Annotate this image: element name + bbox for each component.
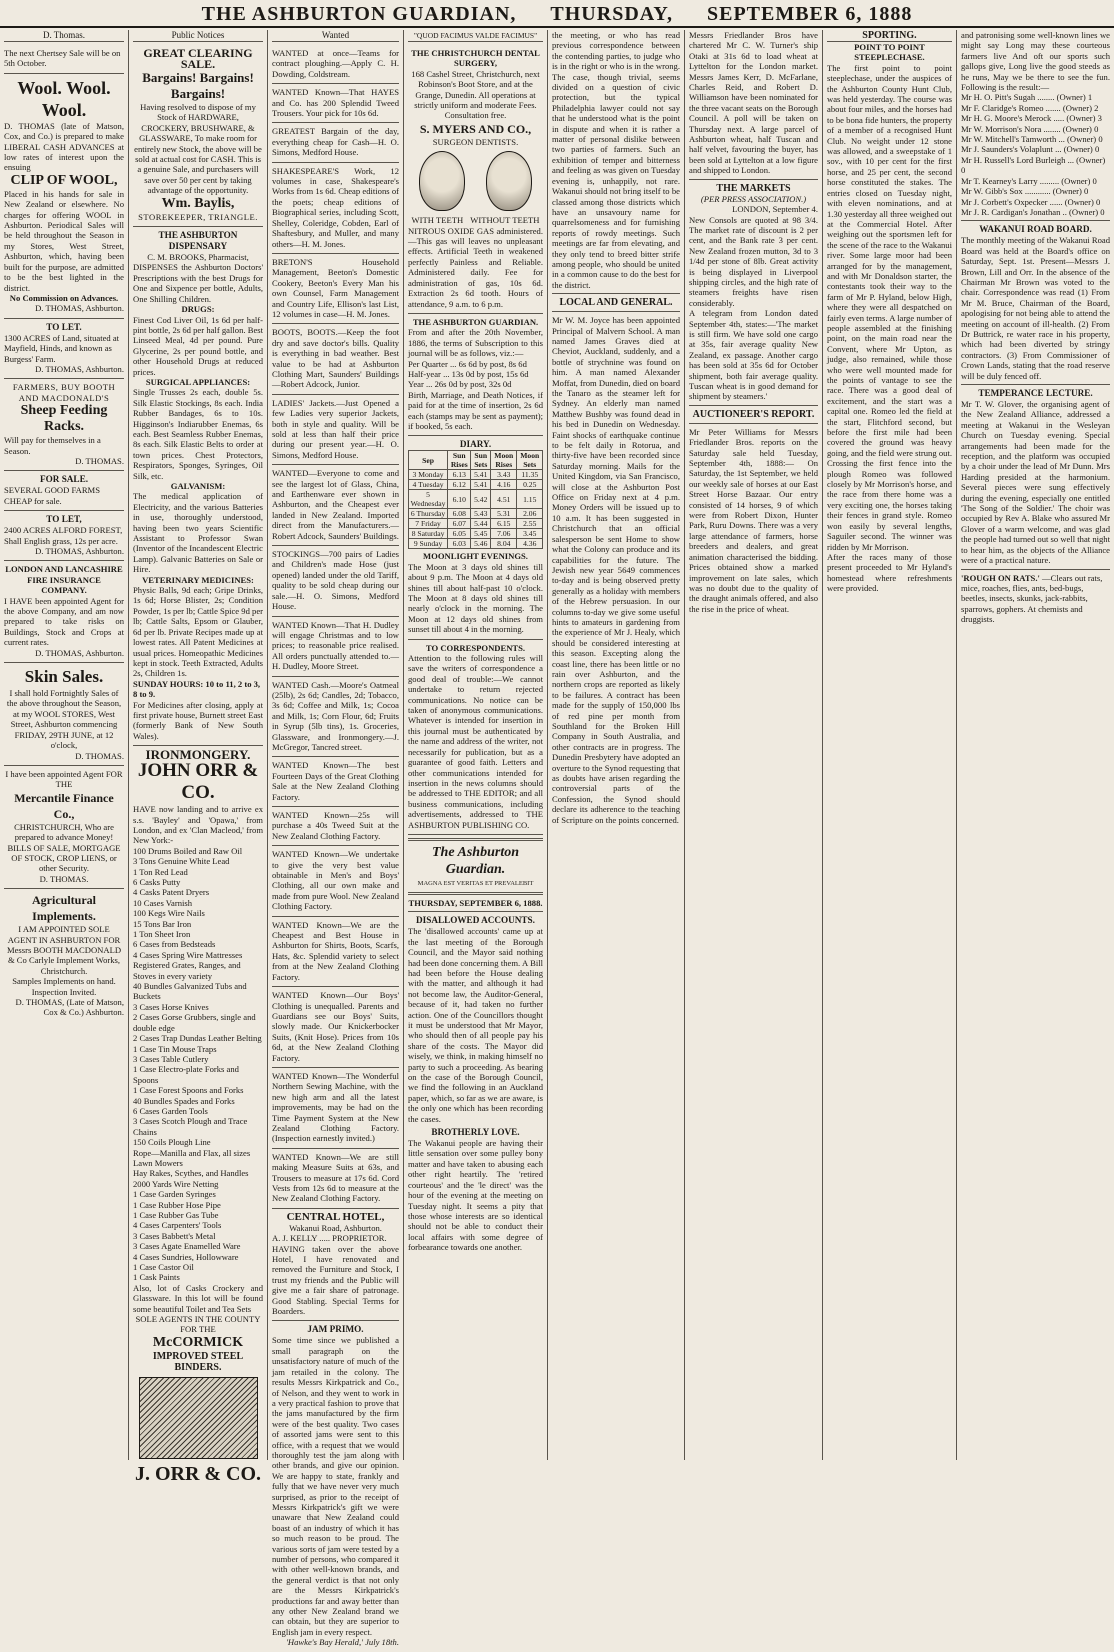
article-jam: [272, 1321, 399, 1651]
ad-ironmongery: [133, 746, 263, 1489]
ad-text: SOLE AGENTS IN THE COUNTY FOR THE: [135, 1314, 261, 1335]
race-result: Mr F. Claridge's Romeo ....... (Owner) 2: [961, 102, 1099, 113]
wanted-ad: WANTED—Everyone to come and see the largest lot of Glass, China, and Earthenware ever shown in Ashburton, and the Cheapest ever landed in New Zealand. Imported direct from the Manufacturers.—Robert Adcock, Saunders' Buildings.: [272, 465, 399, 546]
race-result: Mr J. R. Cardigan's Jonathan .. (Owner) 0: [961, 206, 1105, 217]
ad-signature: D. THOMAS.: [39, 873, 89, 884]
stock-item: 3 Cases Agate Enamelled Ware: [133, 1241, 241, 1252]
ad-rough-on-rats: [961, 573, 1110, 625]
ad-title: CENTRAL HOTEL,: [286, 1210, 385, 1223]
diary-cell: 6.15: [491, 519, 517, 529]
stock-item: 1 Case Rubber Hose Pipe: [133, 1199, 221, 1210]
column-5: [548, 30, 685, 1460]
race-result: Mr W. Mitchell's Tamworth ... (Owner) 0: [961, 134, 1103, 145]
stock-item: 1 Case Tin Mouse Traps: [133, 1043, 217, 1054]
ad-text: I HAVE been appointed Agent for the above Company, and am now prepared to take risks on Buildings, Stock and Crops at current rates.: [4, 595, 124, 648]
race-result: Mr H. Russell's Lord Burleigh ... (Owner) 0: [961, 154, 1106, 176]
ad-text: FARMERS, BUY BOOTH AND MACDONALD'S: [12, 382, 116, 403]
ad-title: LONDON AND LANCASHIRE FIRE INSURANCE COMPANY.: [5, 564, 123, 596]
ad-subtitle: C. M. BROOKS, Pharmacist,: [147, 252, 249, 263]
wanted-ad: STOCKINGS—700 pairs of Ladies and Children's made Hose (just opened) landed under the old Tariff, quality to be sold cheap during our sale.—H. O. Simons, Medford House.: [272, 546, 399, 616]
diary-header-row: [409, 451, 543, 470]
diary-cell: 7 Friday: [409, 519, 448, 529]
ad-title: GREAT CLEARING SALE.: [143, 46, 253, 71]
terms-item: Per Quarter ... 6s 6d by post, 8s 6d: [408, 358, 527, 369]
column-2: [129, 30, 268, 1485]
terms-list: [408, 359, 543, 390]
ad-text: HAVING taken over the above Hotel, I have renovated and removed the Furniture and Stock, I trust my friends and the Public will give me a fair share of patronage. Good Stabling. Special Terms for Boarders.: [272, 1243, 399, 1317]
ad-sheep-racks: [4, 379, 124, 471]
diary-cell: 4.36: [517, 539, 543, 549]
column-7: [823, 30, 957, 1460]
stock-item: 4 Cases Spring Wire Mattresses: [133, 949, 243, 960]
stock-item: 1 Case Castor Oil: [133, 1262, 194, 1273]
section-label: SURGICAL APPLIANCES:: [145, 376, 251, 387]
race-result: Mr H. G. Moore's Merock ..... (Owner) 3: [961, 113, 1102, 124]
wanted-ad: BOOTS, BOOTS.—Keep the foot dry and save doctor's bills. Quality is everything in bad weather. Best value to be had at Ashburton Clothing Mart, Saunders' Buildings—Robert Adcock, Junior.: [272, 324, 399, 394]
ad-text: CHRISTCHURCH, Who are prepared to advance Money! BILLS OF SALE, MORTGAGE OF STOCK, CROP LIENS, or other Security.: [7, 821, 121, 874]
stock-item: 4 Cases Carpenters' Tools: [133, 1220, 222, 1231]
wanted-ad: WANTED Known—25s will purchase a 40s Tweed Suit at the New Zealand Clothing Factory.: [272, 807, 399, 846]
stock-item: 100 Kegs Wire Nails: [133, 908, 205, 919]
wanted-ad: WANTED at once—Teams for contract ploughing.—Apply C. H. Dowding, Coldstream.: [272, 45, 399, 84]
notice-title: THE ASHBURTON GUARDIAN.: [412, 316, 539, 327]
nameplate: The Ashburton Guardian.: [431, 844, 519, 877]
stock-item: 1 Cask Paints: [133, 1272, 180, 1283]
markets-place: LONDON, September 4.: [732, 204, 818, 215]
race-results: [961, 92, 1110, 217]
ad-signature: D. THOMAS, Ashburton.: [35, 546, 124, 556]
ad-title: Agricultural Implements.: [32, 893, 96, 924]
road-board-text: The monthly meeting of the Wakanui Road Board was held at the Board's office on Saturday, Sept. 1st. Present—Messrs J. Brown, Lill and Orr. In the absence of the Chairman Mr Brown was voted to the chair. Correspondence was read (1) From Mr M. Bruce, Chairman of the Board, apologising for not being able to attend the meeting on account of ill-health. (2) From Dr Buttrick, re water race in his property, which had been diverted by stringy contractors. (3) From Commissioner of Crown Lands, stating that the road reserve will be duly fenced off.: [961, 235, 1110, 381]
diary-row: [409, 519, 543, 529]
wanted-ads: [272, 45, 399, 1209]
ad-subtitle: IMPROVED STEEL BINDERS.: [152, 1350, 244, 1373]
diary-cell: 3 Monday: [409, 470, 448, 480]
ad-hours: SUNDAY HOURS: 10 to 11, 2 to 3, 8 to 9.: [133, 678, 261, 700]
sporting-subtitle: POINT TO POINT STEEPLECHASE.: [854, 42, 925, 63]
ad-signature: D. THOMAS, (Late of Matson, Cox & Co.) Ashburton.: [15, 997, 124, 1018]
diary-cell: 4.51: [491, 490, 517, 509]
brotherly-love-title: BROTHERLY LOVE.: [431, 1127, 520, 1138]
ad-text: D. THOMAS (late of Matson, Cox, and Co.) is prepared to make LIBERAL CASH ADVANCES at low rates of interest upon the ensuing: [4, 120, 124, 173]
notice-text: Birth, Marriage, and Death Notices, if paid for at the time of insertion, 2s 6d each (stamps may be sent as payment); if booked, 5s each.: [408, 389, 543, 431]
diary: [408, 436, 543, 639]
race-result: Mr W. Morrison's Nora ........ (Owner) 0: [961, 123, 1099, 134]
stock-item: 3 Cases Table Cutlery: [133, 1053, 209, 1064]
notice-text: From and after the 20th November, 1886, the terms of Subscription to this journal will be as follows, viz.:—: [408, 327, 543, 359]
stock-item: 15 Tons Bar Iron: [133, 918, 192, 929]
ad-text: HAVE now landing and to arrive ex s.s. 'Bayley' and 'Opawa,' from London, and ex 'Clan Macleod,' from New York:-: [133, 804, 263, 846]
subscription-notice: [408, 314, 543, 436]
ad-text: I have been appointed Agent FOR THE: [5, 768, 123, 790]
diary-cell: 6.13: [448, 470, 471, 480]
diary-cell: 11.35: [517, 470, 543, 480]
ad-title: IRONMONGERY.: [145, 747, 251, 763]
ad-agricultural: [4, 889, 124, 1022]
ad-title: Wool. Wool. Wool.: [17, 77, 111, 120]
diary-cell: 6.08: [448, 509, 471, 519]
ad-text: Physic Balls, 9d each; Gripe Drinks, 1s 6d; Horse Blister, 2s; Condition Powder, 1s per lb; Cattle Spice 9d per lb; Cattle Salts, Epsom or Glauber, 6d per lb. Private Recipes made up at lowest rates. All Patent Medicines at usual prices. Homeopathic Medicines kept in stock. Teeth Extracted, Adults 2s, Children 1s.: [133, 585, 263, 679]
ad-text: Will pay for themselves in a Season.: [4, 435, 101, 456]
race-result: Mr J. Corbett's Oxpecker ...... (Owner) 0: [961, 196, 1101, 207]
terms-item: Year ... 26s 0d by post, 32s 0d: [408, 379, 512, 390]
diary-cell: 3.43: [491, 470, 517, 480]
masthead-day: THURSDAY,: [550, 3, 673, 25]
stock-item: 40 Bundles Spades and Forks: [133, 1095, 235, 1106]
ad-text: 2400 ACRES ALFORD FOREST, Shall English grass, 12s per acre.: [4, 525, 123, 546]
ad-text: Also, lot of Casks Crockery and Glassware. In this lot will be found some beautiful Toilet and Tea Sets: [133, 1282, 263, 1314]
section-label: DRUGS:: [181, 304, 215, 315]
moon-text: The Moon at 3 days old shines till about 9 p.m. The Moon at 4 days old shines till about half-past 10 o'clock. The Moon at 8 days old shines till nearly o'clock in the morning. The Moon at 12 days old shines from sunset till about 4 in the morning.: [408, 561, 543, 635]
diary-row: [409, 480, 543, 490]
moon-title: MOONLIGHT EVENINGS.: [423, 551, 528, 562]
face-without-teeth-icon: [486, 151, 532, 211]
diary-cell: 6 Thursday: [409, 509, 448, 519]
section-label: GALVANISM:: [170, 481, 226, 491]
ad-text: NITROUS OXIDE GAS administered.—This gas will leaves no unpleasant effects. Artificial Teeth in weakened perfectly Painless and Reliable. Administered daily. Fee for administration of gas, 10s 6d. Extraction 2s 6d tooth. Hours of attendance, 9 a.m. to 6 p.m.: [408, 225, 543, 309]
column-1: [0, 30, 129, 1460]
wanted-ad: GREATEST Bargain of the day, everything cheap for Cash—H. O. Simons, Medford House.: [272, 123, 399, 162]
temperance-text: Mr T. W. Glover, the organising agent of the New Zealand Alliance, addressed a meeting at Wakanui in the Wesleyan Church on Tuesday evening. Special arrangements had been made for the reception, and the platform was occupied by a choir under the lead of Mr Dunn. Mrs Harding presided at the harmonium. Several pieces were sung effectively during the evening, especially one entitled 'The Song of the Soldier.' The choir was occupied by Rev A. Blake who assured Mr Glover of a warm welcome, and was glad the people had turned out so well that night to hear him, as the objects of the Alliance were of a practical nature.: [961, 399, 1110, 566]
ad-signature: D. THOMAS.: [75, 455, 124, 466]
ad-dispensary: [133, 227, 263, 746]
ad-dental: [408, 45, 543, 314]
diary-row: [409, 539, 543, 549]
terms-item: Half-year ... 13s 0d by post, 15s 6d: [408, 368, 529, 379]
local-general-title: LOCAL AND GENERAL.: [559, 297, 673, 309]
ad-insurance: [4, 561, 124, 663]
diary-body: [409, 470, 543, 549]
ad-text: Placed in his hands for sale in New Zealand or elsewhere. No charges for offering WOOL in Ashburton. Periodical Sales will be held throughout the Season in my Stores, West Street, Ashburton, which, having been built for the purpose, are admitted to be the best lighted in the district.: [4, 188, 124, 293]
ad-proprietor: A. J. KELLY ..... PROPRIETOR.: [272, 1233, 387, 1244]
diary-cell: 5.42: [471, 490, 491, 509]
stock-item: 3 Cases Babbett's Metal: [133, 1230, 216, 1241]
diary-column-header: Moon Sets: [517, 451, 543, 470]
ad-title: TO LET.: [46, 321, 82, 332]
diary-cell: 4.16: [491, 480, 517, 490]
local-general-text: Mr W. M. Joyce has been appointed Principal of Malvern School. A man named James Graves died at Cheviot, Auckland, suddenly, and a bottle of strychnine was found on him. A man named Alexander Moffat, from Dunedin, died on board the Tanaro as the steamer left for Sydney. An elderly man named Matthew Bushby was found dead in his bed in Dunedin on Wednesday. Faint shocks of earthquake continue to be felt daily in Rotorua, and thirty-five have been recorded since Saturday morning. Mails for the United Kingdom, via San Francisco, will close at the Ashburton Post Office on Friday next at 4 p.m. Money Orders will be issued up to 10 a.m. It has been suggested in Christchurch that an official salesperson be sent Home to show what the Colony can produce and its capabilities for the future. The Jewish new year 5649 commences to-day and is being observed pretty generally as a holiday with members of the Hebrew persuasion. In our columns to-day we give some useful hints to amateurs in gardening from the experience of Mr J. Healy, which should be considered interesting at this season. Excepting along the coast line, there has been little or no rain over Ashburton, and the northern crops are reported as likely to be failures. A contract has been made for the supply of 150,000 lbs of red pine per month from Southland for the Broken Hill Company in South Australia, and other contracts are in progress. The Dunedin Presbytery have adopted an overture to the Synod requesting that as doubts have arisen regarding the controversial parts of the Confession, the Synod should declare its adherence to the teaching of Scripture on the points concerned.: [552, 315, 681, 825]
stock-item: 6 Cases Garden Tools: [133, 1105, 208, 1116]
stock-item: 10 Cases Varnish: [133, 897, 193, 908]
diary-cell: 0.25: [517, 480, 543, 490]
column-4: [404, 30, 548, 1460]
article-source: 'Hawke's Bay Herald,' July 18th.: [286, 1637, 399, 1648]
ad-text: Samples Implements on hand. Inspection Invited.: [12, 976, 116, 997]
diary-cell: 8 Saturday: [409, 529, 448, 539]
masthead: [0, 0, 1114, 28]
masthead-date: SEPTEMBER 6, 1888: [706, 3, 913, 25]
diary-cell: 5.41: [471, 470, 491, 480]
section-label: VETERINARY MEDICINES:: [142, 574, 254, 585]
dateline: THURSDAY, SEPTEMBER 6, 1888.: [408, 897, 543, 908]
ad-signature-line: STOREKEEPER, TRIANGLE.: [138, 211, 258, 222]
stock-item: 4 Casks Patent Dryers: [133, 887, 210, 898]
article-text: Some time since we published a small paragraph on the unsatisfactory nature of much of the jam retailed in the colony. The results Messrs Kirkpatrick and Co., of Nelson, and they went to work in a very practical fashion to prove that the jams manufactured by the firm were of the best quality. Two cases of assorted jams were sent to this office, with a request that we would thoroughly test the jam along with other brands, and give our opinion. We are happy to state, frankly and fully that we have never very much surprised, as prior to the receipt of Messrs Kirkpatrick's gift we were unaware that New Zealand could boast of an industry of which it has so much reason to be proud. The various sorts of jam were tested by a number of persons, who compared it with other well-known brands, and the general verdict is that not only are the Messrs Kirkpatrick's productions far and away better than any other New Zealand brand we can obtain, but they are superior to English jam in every respect.: [272, 1335, 399, 1637]
ad-text: 1300 ACRES of Land, situated at Mayfield, Hinds, and known as Burgess' Farm.: [4, 332, 120, 364]
diary-cell: 6.07: [448, 519, 471, 529]
correspondents: [408, 640, 543, 835]
stock-item: 3 Tons Genuine White Lead: [133, 856, 230, 867]
wanted-ad: WANTED Known—That HAYES and Co. has 200 Splendid Tweed Trousers. Your pick for 10s 6d.: [272, 84, 399, 123]
stock-item: Lawn Mowers: [133, 1157, 183, 1168]
ad-text: Having resolved to dispose of my Stock of HARDWARE, CROCKERY, BRUSHWARE, & GLASSWARE, To make room for entirely new Stock, the above will be sold at actual cost for CASH. This is a genuine Sale, and purchasers will save over 50 per cent by taking advantage of the opportunity.: [134, 102, 262, 196]
editorial-title: DISALLOWED ACCOUNTS.: [416, 915, 535, 926]
wanted-ad: WANTED Known—The best Fourteen Days of the Great Clothing Sale at the New Zealand Clothing Factory.: [272, 757, 399, 807]
stock-item: Registered Grates, Ranges, and Stoves in every variety: [133, 960, 241, 981]
diary-cell: 5.44: [471, 519, 491, 529]
temperance-title: TEMPERANCE LECTURE.: [978, 388, 1093, 398]
ad-signature: D. THOMAS, Ashburton.: [35, 363, 124, 374]
binder-illustration: [139, 1377, 258, 1459]
wanted-ad: WANTED Known—We are the Cheapest and Best House in Ashburton for Shirts, Boots, Scarfs, Hats, &c. Splendid variety to select from at the New Zealand Clothing Factory.: [272, 917, 399, 987]
illustration-captions: [408, 215, 543, 225]
ad-to-let-2400: [4, 511, 124, 561]
stock-item: 1 Case Forest Spoons and Forks: [133, 1085, 244, 1096]
section-text: Attention to the following rules will save the writers of correspondence a good deal of trouble:—We cannot undertake to return rejected communications. No notice can be taken of anonymous communications. Whatever is intended for insertion in this journal must be authenticated by the name and address of the writer, not necessarily for publication, but as a guarantee of good faith. Letters and other communications intended for insertion in the news columns should be addressed to THE EDITOR; and all business communications, including advertisements, addressed to THE ASHBURTON PUBLISHING CO.: [408, 653, 543, 830]
sporting-continued: and patronising some well-known lines we might say Long may these courteous farmers live And oft our sports such gallops give, Long live the good steeds as he runs, May we be there to see the fun. Following is the result:—: [961, 30, 1110, 93]
diary-table: [408, 450, 543, 549]
stock-item: 4 Cases Sundries, Hollowware: [133, 1251, 239, 1262]
ad-subtitle: Wakanui Road, Ashburton.: [289, 1222, 382, 1233]
diary-cell: 5 Wednesday: [409, 490, 448, 509]
ad-for-sale: [4, 471, 124, 511]
stock-item: 3 Cases Horse Knives: [133, 1001, 209, 1012]
stock-item: 100 Drums Boiled and Raw Oil: [133, 845, 243, 856]
ad-chertsey-sale: The next Chertsey Sale will be on 5th October.: [4, 45, 124, 74]
motto: MAGNA EST VERITAS ET PREVALEBIT: [417, 879, 534, 887]
ad-stock-list: [133, 846, 263, 1283]
column-header: Public Notices: [133, 30, 263, 42]
diary-cell: 6.12: [448, 480, 471, 490]
ad-text: DISPENSES the Ashburton Doctors' Prescriptions with the best Drugs for One and Sixpence per bottle, Adults, One Shilling Children.: [133, 262, 263, 304]
stock-item: 150 Coils Plough Line: [133, 1137, 211, 1148]
ad-text: I AM APPOINTED SOLE AGENT IN ASHBURTON FOR Messrs BOOTH MACDONALD & Co Carlyle Implement Works, Christchurch.: [6, 924, 122, 976]
ad-title: FOR SALE.: [40, 474, 88, 485]
column-8: [957, 30, 1114, 1460]
editorial-text: The 'disallowed accounts' came up at the last meeting of the Borough Council, and the Mayor said nothing had been done concerning them. A Bill had been before the House dealing with the matter, and although it had not become law, the Auditor-General, because of it, had taken no further action. One of the Councillors thought it must be understood that Mr Mayor, who should then of all people pay his share of the costs. The Mayor did wisely, we think, in making himself no party to such a proceeding. As bearing on the case of the Borough Council, we find the following in an Auckland paper, which, so far as we are aware, is the only one which has been recording the cases.: [408, 926, 543, 1124]
diary-title: DIARY.: [459, 439, 492, 450]
diary-cell: 9 Sunday: [409, 539, 448, 549]
race-result: Mr H. O. Pitt's Sugah ........ (Owner) 1: [961, 92, 1093, 103]
stock-item: 2 Cases Trap Dundas Leather Belting: [133, 1033, 262, 1044]
stock-item: 6 Cases from Bedsteads: [133, 939, 216, 950]
column-3: [268, 30, 404, 1648]
ad-signature: D. THOMAS, Ashburton.: [35, 647, 124, 658]
diary-cell: 6.05: [448, 529, 471, 539]
stock-item: Rope—Manilla and Flax, all sizes: [133, 1147, 251, 1158]
ad-title: THE ASHBURTON DISPENSARY: [158, 230, 238, 252]
news-continued: Messrs Friedlander Bros have chartered Mr C. W. Turner's ship Otaki at 31s 6d to load wheat at Lyttelton for the London market. Messrs James Kerr, D. McFarlane, Charles Reid, and Robert D. Williamson have been nominated for the three vacant seats on the Borough Council. A poll will be taken on Thursday next. A large parcel of Ashburton wheat, half Tuscan and half velvet, favouring the buyer, has been sold at Lyttelton at a low figure and shipped to London.: [689, 30, 818, 176]
race-result: Mr J. Saunders's Volaplunt ... (Owner) 0: [961, 144, 1100, 155]
ad-title: Mercantile Finance Co.,: [14, 790, 114, 821]
caption-with-teeth: WITH TEETH: [411, 215, 464, 226]
stock-item: 6 Casks Putty: [133, 877, 181, 887]
face-with-teeth-icon: [419, 151, 465, 211]
column-header: D. Thomas.: [4, 30, 124, 42]
ad-note: No Commission on Advances.: [9, 292, 119, 303]
column-header: Wanted: [272, 30, 399, 42]
ad-skin-sales: [4, 663, 124, 766]
ad-wool: [4, 74, 124, 319]
column-header: "QUOD FACIMUS VALDE FACIMUS": [408, 30, 543, 42]
wanted-ad: WANTED Known—The Wonderful Northern Sewing Machine, with the new high arm and all the latest improvements, may be had on the Time Payment System at the New Zealand Clothing Factory. (Inspection earnestly invited.): [272, 1068, 399, 1149]
ad-signature: J. ORR & CO.: [134, 1462, 262, 1485]
diary-cell: 7.06: [491, 529, 517, 539]
ad-text: SEVERAL GOOD FARMS CHEAP for sale.: [4, 485, 100, 506]
column-6: [685, 30, 823, 1460]
ad-central-hotel: [272, 1209, 399, 1322]
markets-title: THE MARKETS: [716, 182, 791, 194]
diary-cell: 3.45: [517, 529, 543, 539]
ad-to-let-1300: [4, 319, 124, 380]
auctioneer-text: Mr Peter Williams for Messrs Friedlander Bros. reports on the Saturday sale held Tuesday, September 4th, 1888:— On Saturday, the 1st September, we held our weekly sale of horses at our East Street Horse Bazaar. Our entry consisted of 14 horses, 9 of which were from Robert Dixon, Hunter Park, Ruru Downs. There was a very large attendance of farmers, horse breeders and dealers, and great animation characterised the bidding. Prices obtained show a marked improvement on late sales, which was no doubt due to the quality of the draught animals offered, and also the rise in the price of wheat.: [689, 426, 818, 614]
ad-signature: D. THOMAS, Ashburton.: [35, 303, 124, 314]
wanted-ad: WANTED Known—We undertake to give the very best value obtainable in Men's and Boys' Clothing, all our own make and made from pure Wool. New Zealand Clothing Factory.: [272, 846, 399, 916]
markets-telegram: A telegram from London dated September 4th, states:—'The market is still firm. We have sold one cargo at 35s, fair average quality New Zealand, ex passage. Another cargo has been sold at 35s 6d for October shipment, both fair average quality. Tuscan wheat is in good demand for shipment by steamers.': [689, 308, 818, 402]
ad-text: Single Trusses 2s each, double 5s. Silk Elastic Stockings, 8s each. India Rubber Bandages, 6s to 10s. Higginson's Indiarubber Enemas, 6s each. Best Seamless Rubber Enemas, 8s each. Silk Elastic Belts to order at town prices. Chest Protectors, Respirators, Sponges, Syringes, Oil Silk, etc.: [133, 387, 263, 481]
caption-without-teeth: WITHOUT TEETH: [470, 215, 540, 226]
ad-title: TO LET,: [46, 514, 82, 525]
sporting-title: SPORTING.: [827, 30, 952, 42]
diary-column-header: Sep: [409, 451, 448, 470]
race-result: Mr T. Kearney's Larry ......... (Owner) 0: [961, 175, 1097, 186]
stock-item: 1 Ton Red Lead: [133, 866, 188, 877]
markets-text: New Consols are quoted at 98 3/4. The market rate of discount is 2 per cent, and the Bank rate 3 per cent. New Zealand frozen mutton, 3d to 3 1/4d per stone of 8lb. Great activity is being displayed in Liverpool shipping circles, and the high rate of steamers freights have risen considerably.: [689, 214, 818, 308]
ad-subtitle: SURGEON DENTISTS.: [432, 136, 519, 147]
stock-item: 1 Ton Sheet Iron: [133, 929, 191, 940]
stock-item: 1 Case Garden Syringes: [133, 1189, 216, 1200]
ad-address: 168 Cashel Street, Christchurch, next Robinson's Boot Store, and at the Grange, Dunedin. All operations at strictly uniform and moderate Fees. Consultation free.: [411, 68, 540, 121]
columns: [0, 30, 1114, 1648]
stock-item: 2 Cases Gorse Grubbers, single and double edge: [133, 1012, 256, 1033]
sporting-text-end: After the races many of those present proceeded to Mr Hyland's homestead where refreshments were provided.: [827, 551, 952, 594]
ad-signature: Wm. Baylis,: [161, 195, 235, 211]
ad-title: Sheep Feeding Racks.: [20, 403, 108, 435]
ad-title: Skin Sales.: [24, 667, 104, 687]
diary-cell: 5.45: [471, 529, 491, 539]
ad-text: For Medicines after closing, apply at first private house, Burnett street East (formerly Bank of New South Wales).: [133, 699, 263, 741]
diary-cell: 2.06: [517, 509, 543, 519]
wanted-ad: WANTED Known—We are still making Measure Suits at 63s, and Trousers to measure at 17s 6d. Cord Vests from 12s 6d to measure at the New Zealand Clothing Factory.: [272, 1149, 399, 1209]
markets-subtitle: (PER PRESS ASSOCIATION.): [700, 193, 807, 204]
ad-clearing-sale: [133, 45, 263, 227]
auctioneer-title: AUCTIONEER'S REPORT.: [692, 408, 815, 420]
race-result: Mr W. Gibb's Sox ............ (Owner) 0: [961, 186, 1089, 197]
stock-item: 3 Cases Scotch Plough and Trace Chains: [133, 1116, 248, 1137]
wanted-ad: SHAKESPEARE'S Work, 12 volumes in case, Shakespeare's Works from 1s 6d. Cheap editions of the poets; cheap editions of Biographical series, including Scott, Shelley, Coleridge, Cobden, Earl of Shaftesbury, and Muller, and many others—H. M. Jones.: [272, 163, 399, 254]
stock-item: 2000 Yards Wire Netting: [133, 1178, 219, 1189]
diary-cell: 5.43: [471, 509, 491, 519]
ad-text: I shall hold Fortnightly Sales of the above throughout the Season, at my WOOL STORES, West Street, Ashburton commencing FRIDAY, 29TH JUNE, at 12 o'clock,: [6, 688, 122, 751]
diary-cell: 1.15: [517, 490, 543, 509]
road-board-title: WAKANUI ROAD BOARD.: [979, 224, 1092, 235]
article-title: JAM PRIMO.: [307, 1324, 364, 1335]
stock-item: 40 Bundles Galvanized Tubs and Buckets: [133, 981, 247, 1002]
diary-cell: 8.04: [491, 539, 517, 549]
ad-title: THE CHRISTCHURCH DENTAL SURGERY,: [411, 48, 540, 69]
ad-firm-name: JOHN ORR & CO.: [137, 760, 259, 804]
ad-subtitle: Bargains! Bargains! Bargains!: [142, 70, 254, 101]
wanted-ad: BRETON'S Household Management, Beeton's Domestic Cookery, Beeton's Every Man his own Counsel, Farm Management and Country Life, Ellison's last List, 12 volumes in case—H. M. Jones.: [272, 254, 399, 324]
article-continued: the meeting, or who has read previous correspondence between the contending parties, to judge who is in the right or who is in the wrong. The case, though trivial, seems divided on a question of civic protection, but the typical Philadelphia lawyer could not say that he understood what is the point in dispute and when it is rather a matter of personal dislike between two parties of farmers. Such an exhibition of temper and bitterness and feeling as was given on Tuesday evening is, unhappily, not rare. Wakanui should not bring itself to be classed among those districts which have an unsavoury name for quarrelsomeness and for furnishing reports of rowdy meetings. Such meetings are far from elevating, and they only tend to breed bitter strife among people, who should be united in a common cause to do the best for the district.: [552, 30, 680, 290]
diary-row: [409, 529, 543, 539]
ad-title: 'ROUGH ON RATS.': [961, 572, 1040, 583]
diary-row: [409, 470, 543, 480]
stock-item: 1 Case Electro-plate Forks and Spoons: [133, 1064, 239, 1085]
ad-signature: D. THOMAS.: [75, 750, 124, 761]
ad-text: The medical application of Electricity, and the various Batteries in use, thoroughly understood, having been two years Scientific Assistant to Professor Swan (Inventor of the Incandescent Electric Lamp). Galvanic Batteries on Sale or Hire.: [133, 491, 263, 575]
diary-cell: 5.31: [491, 509, 517, 519]
ad-text: Finest Cod Liver Oil, 1s 6d per half-pint bottle, 2s 6d per half gallon. Best Linseed Meal, 4d per pound. Pure Glycerine, 2s per pound bottle, and other Household Drugs at reduced prices.: [133, 314, 263, 377]
diary-cell: 5.46: [471, 539, 491, 549]
masthead-title: THE ASHBURTON GUARDIAN,: [201, 3, 517, 25]
dental-illustration: [408, 151, 543, 211]
wanted-ad: LADIES' Jackets.—Just Opened a few Ladies very superior Jackets, both in style and quality. Will be sold at less than half their price during our present year.—H. O. Simons, Medford House.: [272, 395, 399, 465]
ad-mercantile: [4, 766, 124, 889]
ad-subtitle: CLIP OF WOOL,: [10, 172, 118, 188]
section-title: TO CORRESPONDENTS.: [425, 642, 526, 653]
diary-column-header: Moon Rises: [491, 451, 517, 470]
ad-firm-name: S. MYERS AND CO.,: [419, 121, 532, 136]
sporting-text: The first point to point steeplechase, under the auspices of the Ashburton County Hunt Club, was held yesterday. The course was about four miles, and the horses had to be bona fide hunters, the property of a member of a recognised Hunt Club. No weight under 12 stone was allowed, and a sweepstake of 1 sov., with 10 per cent for the first horse, and 25 per cent, the second horse constituted the stakes. The entries closed on Tuesday night, with eleven nominations, and at 1.30 yesterday all three weighed out at the Commercial Hotel. After weighing out the sportsmen left for the scene of the race to the Wakanui river. Some large moor had been arranged for by the management, and with Mr Donaldson starter, the contestants took their way to the farm of Mr P. Hyland, below High, where they were all despatched on fairly even terms. A large number of people assembled at the finishing point, on the main road near the Convent, where Mr Upton, as judge, also remained, while those who were well mounted made for the points of vantage to see the race. There was a good deal of excitement, and the start was a capital one. Romeo led the field at the start, Flitchford second, but before the first mile had been covered the ground was heavy going, and the field were strung out. Crossing the first fence into the plough Romeo was followed closely by Mr Morrison's horse, and the race from there home was a very exciting one, the horses taking their fences in grand style. Romeo won easily by several lengths, Saguiler second. The winner was ridden by Mr Morrison.: [827, 62, 952, 552]
ad-brand: McCORMICK: [152, 1334, 244, 1350]
diary-column-header: Sun Rises: [448, 451, 471, 470]
diary-column-header: Sun Sets: [471, 451, 491, 470]
wanted-ad: WANTED Known—Our Boys' Clothing is unequalled. Parents and Guardians see our Boys' Suits, slowly made. Our Knickerbocker Suits, (Knit Hose). Prices from 10s 6d, at the New Zealand Clothing Factory.: [272, 987, 399, 1068]
diary-row: [409, 509, 543, 519]
wanted-ad: WANTED Cash.—Moore's Oatmeal (25lb), 2s 6d; Candles, 2d; Tobacco, 3s 6d; Coffee and Milk, 1s; Cocoa and Milk, 1s; Corn Flour, 6d; Fruits in Syrup (5lb tins), 1s. Groceries, Glassware, and Ironmongery.—J. McGregor, Tancred street.: [272, 677, 399, 758]
diary-cell: 6.03: [448, 539, 471, 549]
wanted-ad: WANTED Known—That H. Dudley will engage Christmas and to low prices; to reasonable price realised. All orders punctually attended to.—H. Dudley, Moore Street.: [272, 617, 399, 677]
brotherly-love-text: The Wakanui people are having their little sensation over some pulley bony matter and have taken to abusing each other right heartily. The 'retired courteous' and the 'le direct' was the hour of the evening at the meeting on Tuesday night. It seems a pity that those whose interests are so identical should not be able to conduct their local affairs with some degree of forbearance towards one another.: [408, 1138, 543, 1253]
diary-row: [409, 490, 543, 509]
diary-cell: 2.55: [517, 519, 543, 529]
diary-cell: 4 Tuesday: [409, 480, 448, 490]
ad-text: —Clears out rats, mice, roaches, flies, ants, bed-bugs, beetles, insects, skunks, jack-rabbits, sparrows, gophers. At chemists and druggists.: [961, 572, 1103, 625]
stock-item: 1 Case Rubber Gas Tube: [133, 1210, 219, 1220]
stock-item: Hay Rakes, Scythes, and Handles: [133, 1168, 249, 1179]
diary-cell: 5.41: [471, 480, 491, 490]
diary-cell: 6.10: [448, 490, 471, 509]
